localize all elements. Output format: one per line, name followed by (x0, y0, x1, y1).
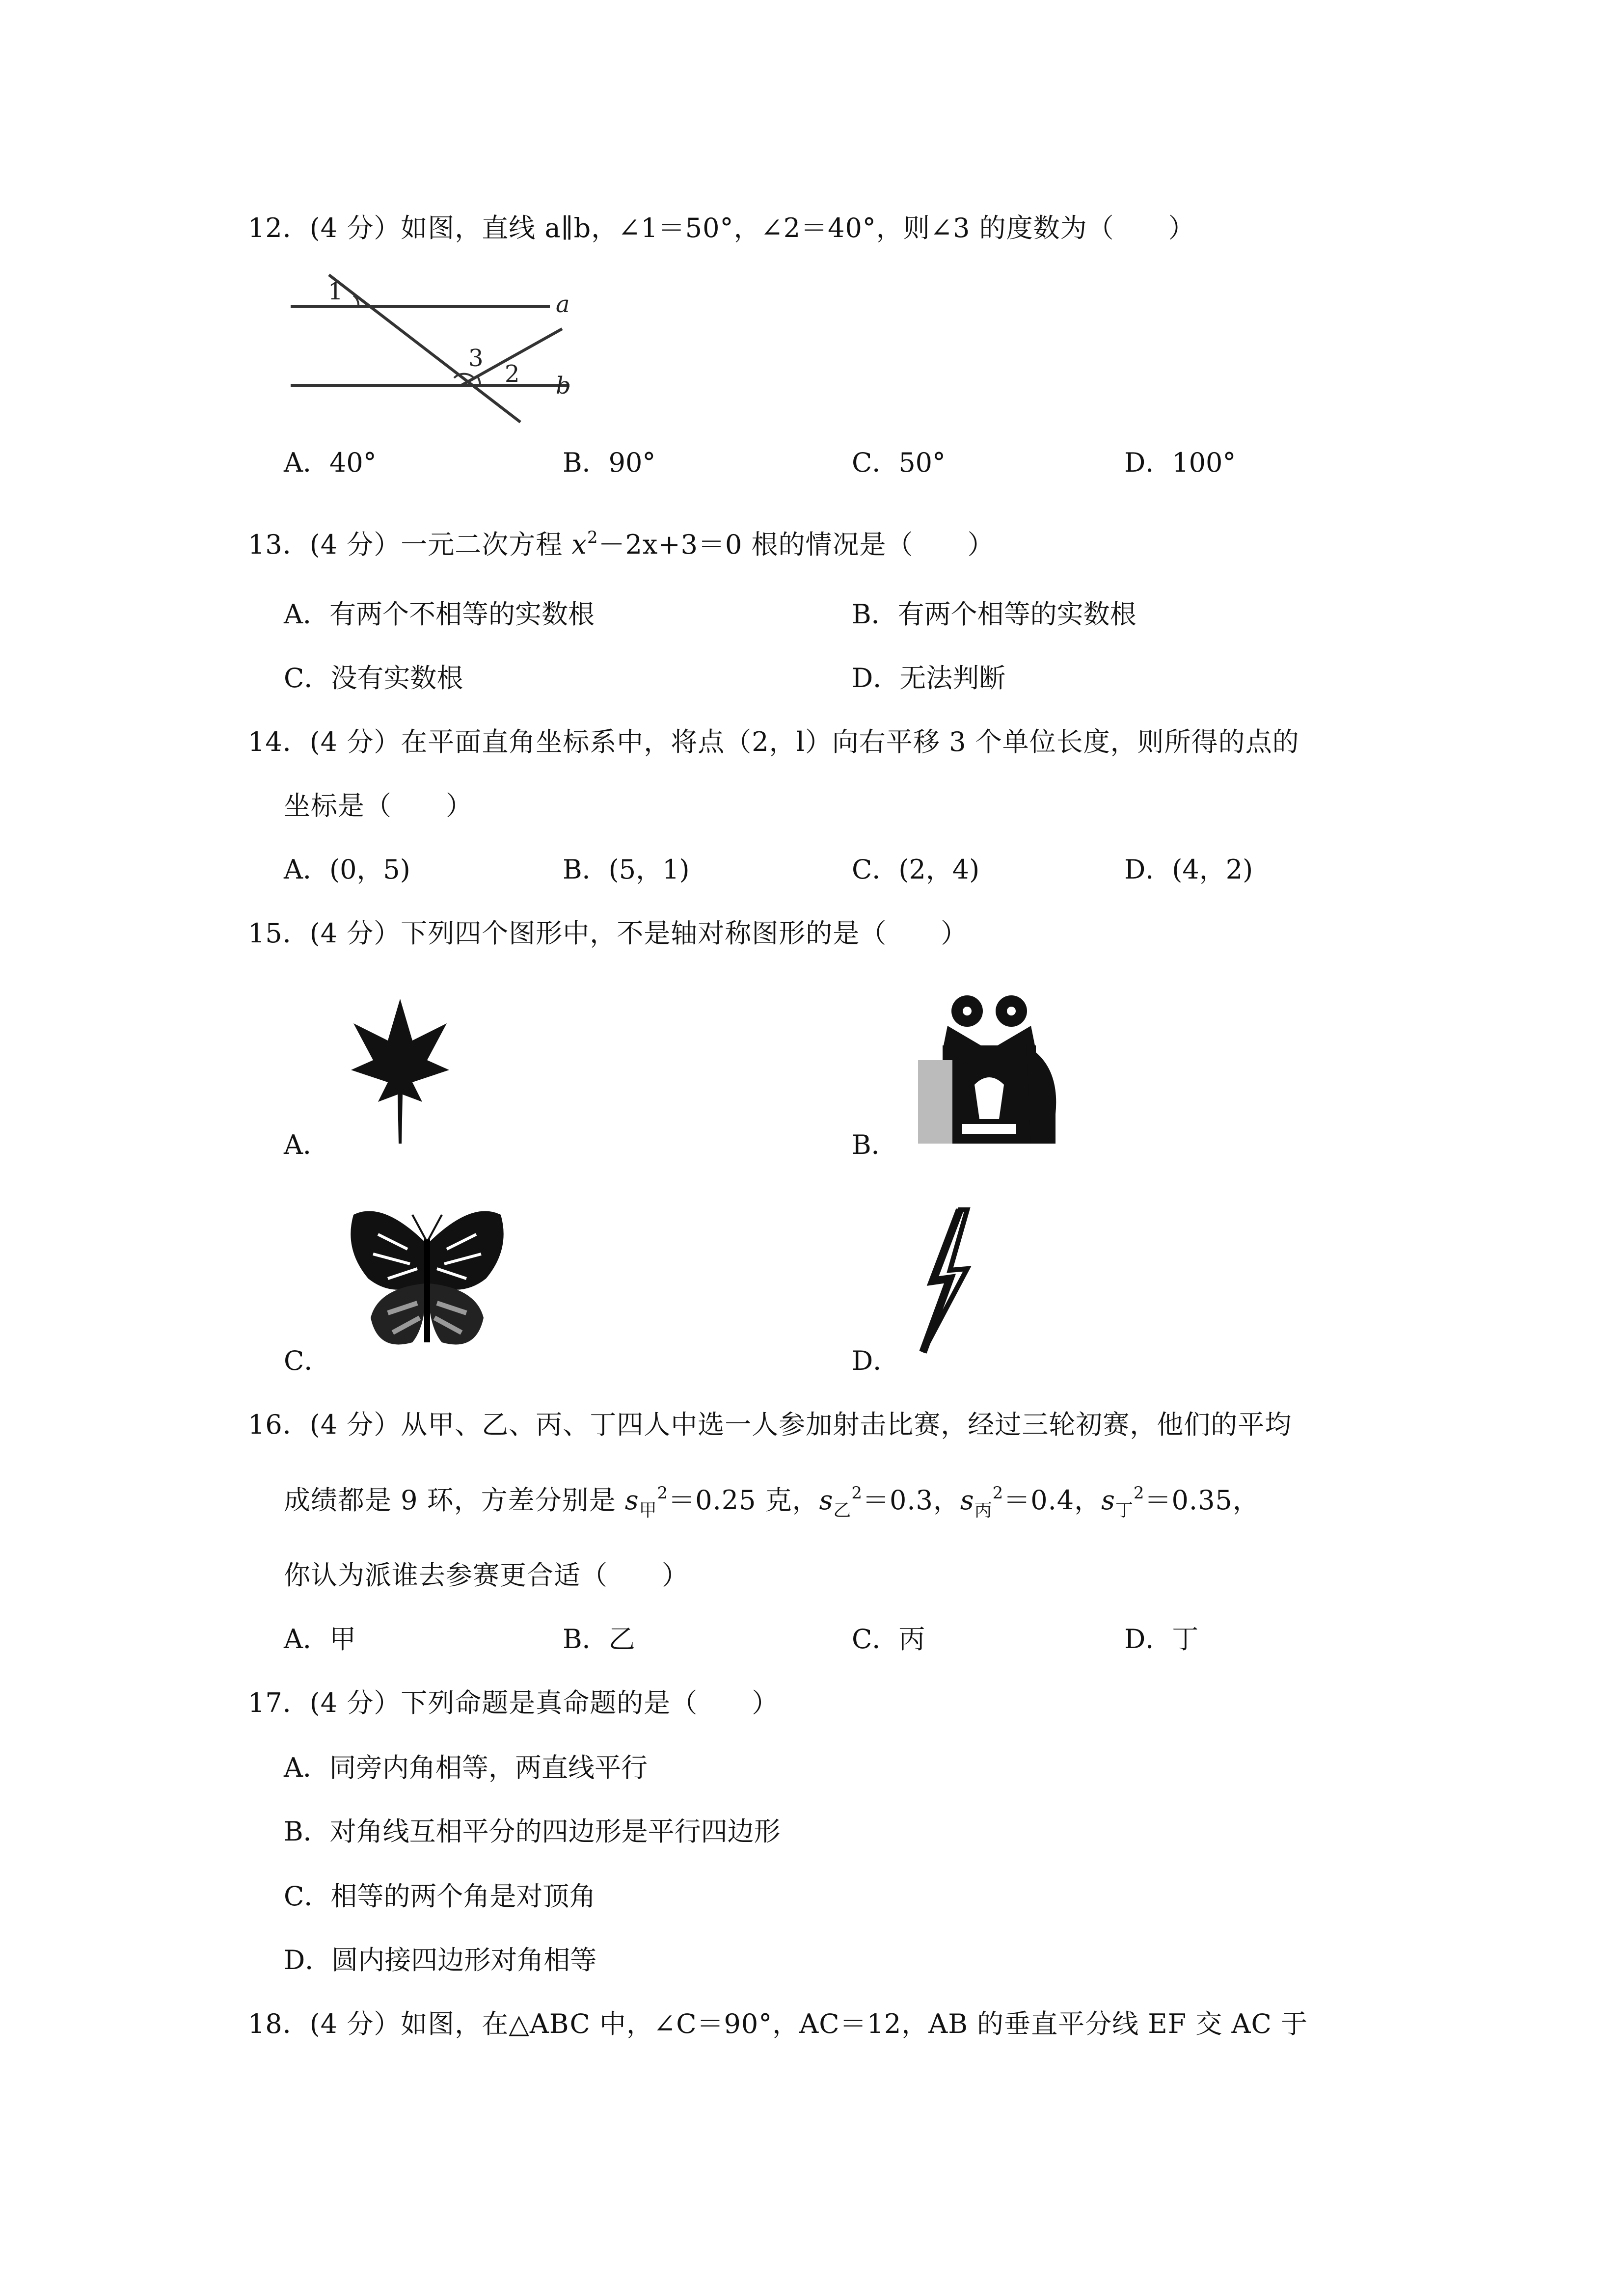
s-ding: s (1101, 1485, 1115, 1516)
q17-option-d[interactable]: D．圆内接四边形对角相等 (284, 1945, 597, 1976)
s-yi: s (819, 1485, 834, 1516)
s-bing: s (960, 1485, 974, 1516)
q14-option-c[interactable]: C．(2，4) (852, 854, 980, 885)
q14-stem-line2: 坐标是（ ） (284, 790, 473, 821)
sq-yi: 2 (851, 1483, 863, 1503)
q14-option-a[interactable]: A．(0，5) (284, 854, 410, 885)
sub-bing: 丙 (974, 1500, 993, 1521)
sq-ding: 2 (1133, 1483, 1145, 1503)
label-b: b (556, 372, 571, 400)
q13-eq-x: x (571, 529, 587, 560)
eagle-emblem-image[interactable] (913, 991, 1065, 1148)
q12-option-c[interactable]: C．50° (852, 447, 946, 478)
v-jia: ＝0.25 克， (668, 1485, 819, 1516)
q15-option-b[interactable]: B． (852, 1129, 898, 1160)
q16-option-a[interactable]: A．甲 (284, 1624, 356, 1655)
q13-stem (248, 528, 995, 562)
q16-stem-line1: 16．(4 分）从甲、乙、丙、丁四人中选一人参加射击比赛，经过三轮初赛，他们的平均 (248, 1409, 1292, 1440)
q15-option-a[interactable]: A． (284, 1129, 329, 1160)
q15-option-c[interactable]: C． (284, 1345, 331, 1376)
q16-option-d[interactable]: D．丁 (1124, 1624, 1199, 1655)
sq-bing: 2 (992, 1483, 1004, 1503)
q17-option-b[interactable]: B．对角线互相平分的四边形是平行四边形 (284, 1816, 781, 1847)
q12-option-a[interactable]: A．40° (284, 447, 377, 478)
q16-stem-line3: 你认为派谁去参赛更合适（ ） (284, 1560, 689, 1591)
q13-option-a[interactable]: A．有两个不相等的实数根 (284, 599, 595, 630)
s-jia: s (624, 1485, 639, 1516)
q16-option-b[interactable]: B．乙 (563, 1624, 635, 1655)
q13-eq-rest: －2x+3＝0 根的情况是（ ） (598, 529, 995, 560)
q12-stem: 12．(4 分）如图，直线 a∥b，∠1＝50°，∠2＝40°，则∠3 的度数为（ ） (248, 213, 1195, 243)
butterfly-image[interactable] (349, 1205, 506, 1357)
v-bing: ＝0.4， (1003, 1485, 1102, 1516)
q13-option-b[interactable]: B．有两个相等的实数根 (852, 599, 1137, 630)
label-3: 3 (468, 345, 484, 372)
q16-option-c[interactable]: C．丙 (852, 1624, 925, 1655)
maple-leaf-image[interactable] (349, 996, 452, 1144)
label-1: 1 (328, 278, 343, 305)
sub-yi: 乙 (833, 1500, 852, 1521)
q17-stem: 17．(4 分）下列命题是真命题的是（ ） (248, 1687, 779, 1718)
q17-option-c[interactable]: C．相等的两个角是对顶角 (284, 1881, 596, 1912)
q12-option-b[interactable]: B．90° (563, 447, 656, 478)
q16-stem-line2 (284, 1483, 1260, 1521)
q17-option-a[interactable]: A．同旁内角相等，两直线平行 (284, 1752, 648, 1783)
q13-option-c[interactable]: C．没有实数根 (284, 663, 463, 694)
q13-option-d[interactable]: D．无法判断 (852, 663, 1006, 694)
q14-option-d[interactable]: D．(4，2) (1124, 854, 1253, 885)
q12-parallel-lines-figure (285, 265, 579, 432)
label-2: 2 (505, 360, 520, 388)
q12-option-d[interactable]: D．100° (1124, 447, 1236, 478)
q13-prefix: 13．(4 分）一元二次方程 (248, 529, 572, 560)
q14-stem-line1: 14．(4 分）在平面直角坐标系中，将点（2，l）向右平移 3 个单位长度，则所得的点的 (248, 726, 1299, 757)
q15-stem: 15．(4 分）下列四个图形中，不是轴对称图形的是（ ） (248, 918, 968, 949)
label-a: a (556, 291, 570, 318)
transversal-line (329, 275, 520, 422)
q14-option-b[interactable]: B．(5，1) (563, 854, 690, 885)
v-ding: ＝0.35， (1144, 1485, 1260, 1516)
sq-jia: 2 (657, 1483, 669, 1503)
q18-stem: 18．(4 分）如图，在△ABC 中，∠C＝90°，AC＝12，AB 的垂直平分线 EF 交 AC 于 (248, 2008, 1308, 2039)
sub-ding: 丁 (1115, 1500, 1134, 1521)
sub-jia: 甲 (639, 1500, 657, 1521)
q15-option-d[interactable]: D． (852, 1345, 900, 1376)
q16-line2-text: 成绩都是 9 环，方差分别是 (284, 1485, 625, 1516)
lightning-bolt-image[interactable] (913, 1207, 982, 1355)
v-yi: ＝0.3， (863, 1485, 960, 1516)
q13-eq-sup: 2 (587, 528, 598, 547)
